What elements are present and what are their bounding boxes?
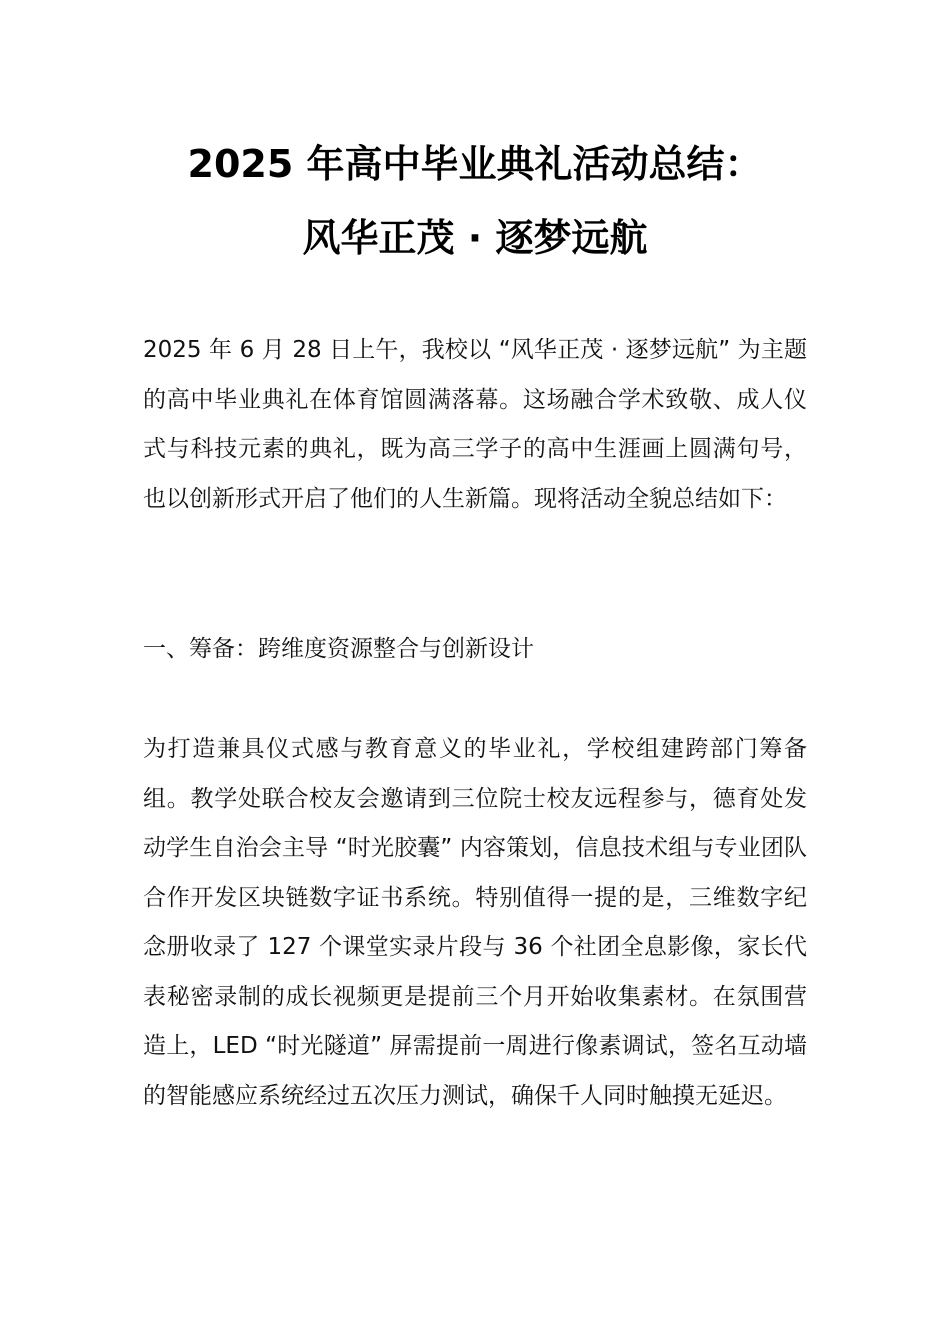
document-title-line-1: 2025 年高中毕业典礼活动总结： xyxy=(187,142,763,186)
document-title-line-2: 风华正茂 · 逐梦远航 xyxy=(302,216,648,260)
intro-paragraph: 2025 年 6 月 28 日上午，我校以 “风华正茂 · 逐梦远航” 为主题的高中毕业典礼在体育馆圆满落幕。这场融合学术致敬、成人仪式与科技元素的典礼，既为高三学子的高中生涯画上圆满句号，也以创新形式开启了他们的人生新篇。现将活动全貌总结如下： xyxy=(143,337,807,512)
section-1-heading: 一、筹备：跨维度资源整合与创新设计 xyxy=(143,636,534,662)
section-1-body: 为打造兼具仪式感与教育意义的毕业礼，学校组建跨部门筹备组。教学处联合校友会邀请到三位院士校友远程参与，德育处发动学生自治会主导 “时光胶囊” 内容策划，信息技术组与专业团队合作开发区块链数字证书系统。特别值得一提的是，三维数字纪念册收录了 127 个课堂实录片段与 36 个社团全息影像，家长代表秘密录制的成长视频更是提前三个月开始收集素材。在氛围营造上，LED “时光隧道” 屏需提前一周进行像素调试，签名互动墙的智能感应系统经过五次压力测试，确保千人同时触摸无延迟。 xyxy=(143,736,807,1109)
